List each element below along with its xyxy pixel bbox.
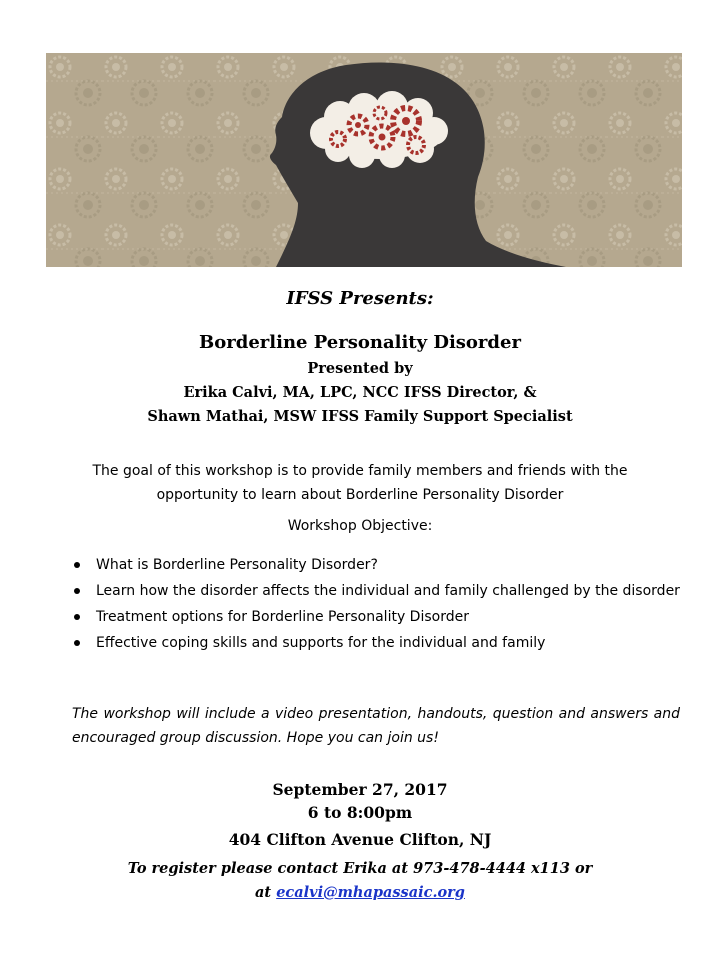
presenters-block (0, 357, 720, 429)
presented-by-label: Presented by (307, 360, 413, 377)
event-date: September 27, 2017 (272, 780, 448, 799)
event-time: 6 to 8:00pm (307, 803, 413, 822)
objective-item: Effective coping skills and supports for the individual and family (72, 633, 688, 653)
objective-heading: Workshop Objective: (287, 518, 433, 534)
register-line-2 (0, 881, 720, 905)
presents-heading: IFSS Presents: (286, 288, 434, 309)
presenter-2: Shawn Mathai, MSW IFSS Family Support Specialist (147, 408, 573, 425)
event-datetime (0, 778, 720, 824)
workshop-title: Borderline Personality Disorder (199, 332, 521, 353)
objectives-list (72, 555, 688, 659)
head-gears-illustration (46, 53, 682, 267)
objective-item: Learn how the disorder affects the individual and family challenged by the disorder (72, 581, 688, 601)
goal-line-1: The goal of this workshop is to provide family members and friends with the (92, 463, 628, 479)
banner-illustration (46, 53, 682, 267)
presenter-1: Erika Calvi, MA, LPC, NCC IFSS Director, & (183, 384, 537, 401)
event-address: 404 Clifton Avenue Clifton, NJ (228, 830, 492, 849)
email-link[interactable]: ecalvi@mhapassaic.org (276, 884, 465, 901)
objective-item: Treatment options for Borderline Personality Disorder (72, 607, 688, 627)
register-line-1: To register please contact Erika at 973-478-4444 x113 or (127, 860, 593, 877)
workshop-note: The workshop will include a video presentation, handouts, question and answers and encouraged group discussion. Hope you can join us! (72, 706, 680, 746)
registration-info (0, 857, 720, 905)
goal-line-2: opportunity to learn about Borderline Personality Disorder (156, 487, 564, 503)
workshop-goal (60, 459, 660, 507)
register-prefix: at (255, 884, 277, 901)
objective-item: What is Borderline Personality Disorder? (72, 555, 688, 575)
